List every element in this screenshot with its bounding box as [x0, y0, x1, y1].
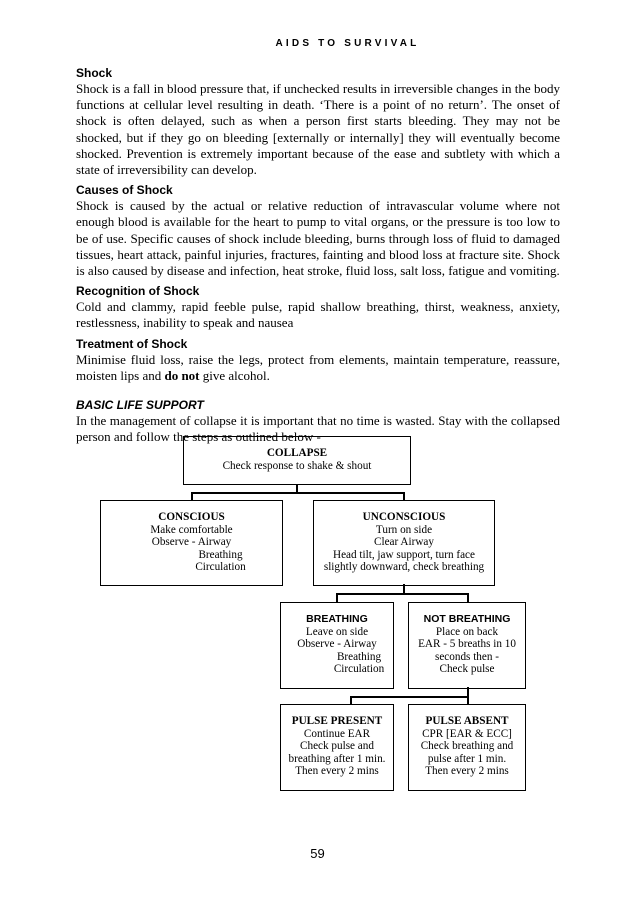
- box-title: BREATHING: [306, 613, 368, 625]
- box-line: Continue EAR: [303, 727, 371, 740]
- box-title: PULSE ABSENT: [425, 715, 509, 727]
- box-line: Check response to shake & shout: [222, 459, 372, 472]
- text: Minimise fluid loss, raise the legs, protect from elements, maintain temperature, reassure, moisten lips and: [76, 351, 560, 383]
- box-line: Then every 2 mins: [425, 765, 509, 778]
- box-line: Turn on side: [375, 523, 433, 536]
- box-line: Circulation: [195, 561, 246, 574]
- box-title: NOT BREATHING: [423, 613, 511, 625]
- box-line: EAR - 5 breaths in 10: [418, 638, 516, 651]
- heading-bls: BASIC LIFE SUPPORT: [76, 398, 204, 413]
- box-line: Breathing: [198, 548, 243, 561]
- box-title: PULSE PRESENT: [291, 715, 383, 727]
- box-line: Observe - Airway: [151, 536, 232, 549]
- page-number: 59: [310, 846, 325, 861]
- box-title: CONSCIOUS: [158, 511, 225, 523]
- box-line: Make comfortable: [150, 523, 233, 536]
- box-line: Observe - Airway: [297, 638, 377, 651]
- box-title: UNCONSCIOUS: [362, 511, 446, 523]
- box-line: Clear Airway: [374, 536, 434, 549]
- para-causes: Shock is caused by the actual or relative reduction of intravascular volume where not enough blood is available for the heart to pump to vital organs, or the pressure is too low to be of use. Specific causes of shock include bleeding, burns through loss of fluid to damaged tissues, heart attack, painful injuries, fractures, fainting and blood loss at fracture site. Shock is also caused by disease and infection, heat stroke, fluid loss, salt loss, fatigue and vomiting.: [76, 198, 560, 279]
- heading-causes: Causes of Shock: [76, 183, 173, 198]
- box-line: Place on back: [435, 625, 499, 638]
- heading-treatment: Treatment of Shock: [76, 336, 188, 351]
- flow-box-not-breathing: [408, 602, 526, 689]
- para-treatment: [76, 352, 560, 384]
- para-shock: Shock is a fall in blood pressure that, if unchecked results in irreversible changes in the body functions at cellular level resulting in death. ‘There is a point of no return’. The onset of shock is often delayed, such as when a person first starts bleeding. They may not be shocked, but if they go on bleeding [externally or internally] they will eventually become shocked. Prevention is extremely important because of the ease and subtlety with which a state of irreversibility can develop.: [76, 81, 560, 178]
- flow-box-collapse: [183, 436, 411, 485]
- box-line: Leave on side: [305, 625, 369, 638]
- box-line: breathing after 1 min.: [288, 752, 386, 765]
- flow-box-pulse-absent: [408, 704, 526, 791]
- box-line: pulse after 1 min.: [427, 752, 507, 765]
- box-line: Check breathing and: [420, 740, 514, 753]
- box-line: Check pulse and: [300, 740, 374, 753]
- box-line: CPR [EAR & ECC]: [422, 727, 512, 740]
- box-line: Check pulse: [439, 663, 495, 676]
- box-line: Head tilt, jaw support, turn face: [333, 548, 475, 561]
- flow-box-breathing: [280, 602, 394, 689]
- box-line: Then every 2 mins: [295, 765, 379, 778]
- box-line: slightly downward, check breathing: [323, 561, 485, 574]
- flow-box-conscious: [100, 500, 283, 586]
- flow-box-pulse-present: [280, 704, 394, 791]
- para-recognition: Cold and clammy, rapid feeble pulse, rapid shallow breathing, thirst, weakness, anxiety, restlessness, inability to speak and nausea: [76, 299, 560, 331]
- text: give alcohol.: [199, 367, 270, 383]
- running-header: AIDS TO SURVIVAL: [275, 38, 420, 49]
- box-line: Circulation: [333, 663, 385, 676]
- body-text: [76, 66, 560, 450]
- heading-shock: Shock: [76, 66, 113, 80]
- para-bls: In the management of collapse it is important that no time is wasted. Stay with the collapsed person and follow the steps as outlined below -: [76, 413, 560, 445]
- heading-recognition: Recognition of Shock: [76, 284, 200, 299]
- box-title: COLLAPSE: [266, 447, 328, 459]
- box-line: seconds then -: [434, 650, 499, 663]
- bold-text: do not: [164, 367, 200, 383]
- flow-box-unconscious: [313, 500, 495, 586]
- box-line: Breathing: [336, 650, 382, 663]
